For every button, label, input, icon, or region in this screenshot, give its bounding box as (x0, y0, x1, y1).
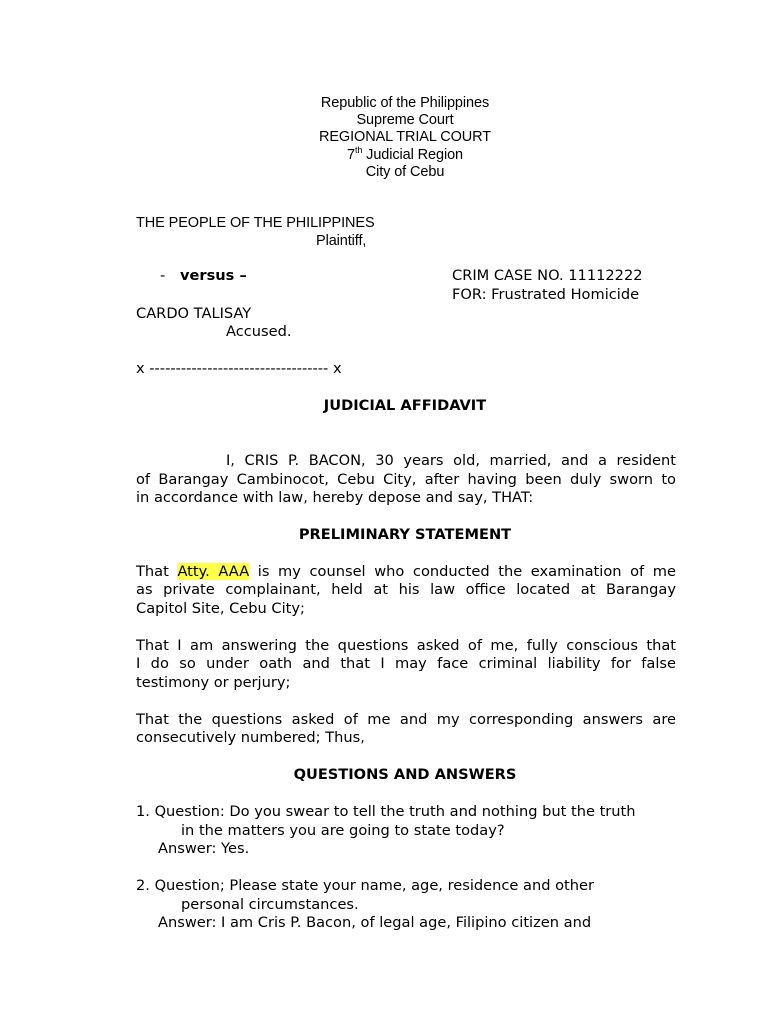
preliminary-p3-line-1: That the questions asked of me and my corresponding answers are (136, 711, 676, 728)
question-1-line-2: in the matters you are going to state today? (181, 822, 505, 839)
case-offense: FOR: Frustrated Homicide (452, 286, 640, 303)
counsel-name-highlight: Atty. AAA (177, 563, 250, 580)
header-judicial-region (0, 146, 768, 164)
p1-rest: is my counsel who conducted the examination of me (257, 563, 676, 580)
document-title: JUDICIAL AFFIDAVIT (323, 397, 487, 414)
question-1-line-1: 1. Question: Do you swear to tell the truth and nothing but the truth (136, 803, 636, 820)
region-suffix: th (354, 145, 363, 155)
header-city: City of Cebu (365, 164, 445, 180)
preliminary-p1-line-2: as private complainant, held at his law office located at Barangay (136, 581, 676, 598)
answer-1: Answer: Yes. (158, 840, 250, 857)
intro-line-2: of Barangay Cambinocot, Cebu City, after having been duly sworn to (136, 471, 676, 488)
intro-line-3: in accordance with law, hereby depose and say, THAT: (136, 489, 534, 506)
answer-2-line-1: Answer: I am Cris P. Bacon, of legal age, Filipino citizen and (158, 914, 592, 931)
case-number: CRIM CASE NO. 11112222 (452, 267, 643, 284)
question-2-line-2: personal circumstances. (181, 896, 359, 913)
p1-that: That (136, 563, 169, 580)
caption-separator: x ---------------------------------- x (136, 360, 342, 377)
intro-line-1: I, CRIS P. BACON, 30 years old, married, and a resident (226, 452, 676, 469)
preliminary-p2-line-3: testimony or perjury; (136, 674, 291, 691)
header-republic: Republic of the Philippines (320, 95, 490, 111)
accused-role: Accused. (226, 323, 292, 340)
accused-name: CARDO TALISAY (136, 305, 252, 322)
region-number: 7 (346, 147, 355, 163)
preliminary-p1-line-3: Capitol Site, Cebu City; (136, 600, 305, 617)
plaintiff-name: THE PEOPLE OF THE PHILIPPINES (136, 215, 375, 231)
preliminary-p1-line-1 (136, 563, 676, 581)
plaintiff-role: Plaintiff, (316, 233, 367, 249)
preliminary-p2-line-2: I do so under oath and that I may face criminal liability for false (136, 655, 676, 672)
versus-label: versus – (180, 267, 247, 284)
preliminary-p3-line-2: consecutively numbered; Thus, (136, 729, 365, 746)
preliminary-heading: PRELIMINARY STATEMENT (298, 526, 512, 543)
preliminary-p2-line-1: That I am answering the questions asked of me, fully conscious that (136, 637, 676, 654)
header-rtc: REGIONAL TRIAL COURT (318, 129, 492, 145)
question-2-line-1: 2. Question; Please state your name, age, residence and other (136, 877, 594, 894)
region-text: Judicial Region (362, 147, 464, 163)
qa-heading: QUESTIONS AND ANSWERS (293, 766, 517, 783)
versus-dash: - (160, 267, 166, 284)
header-supreme-court: Supreme Court (356, 112, 454, 128)
